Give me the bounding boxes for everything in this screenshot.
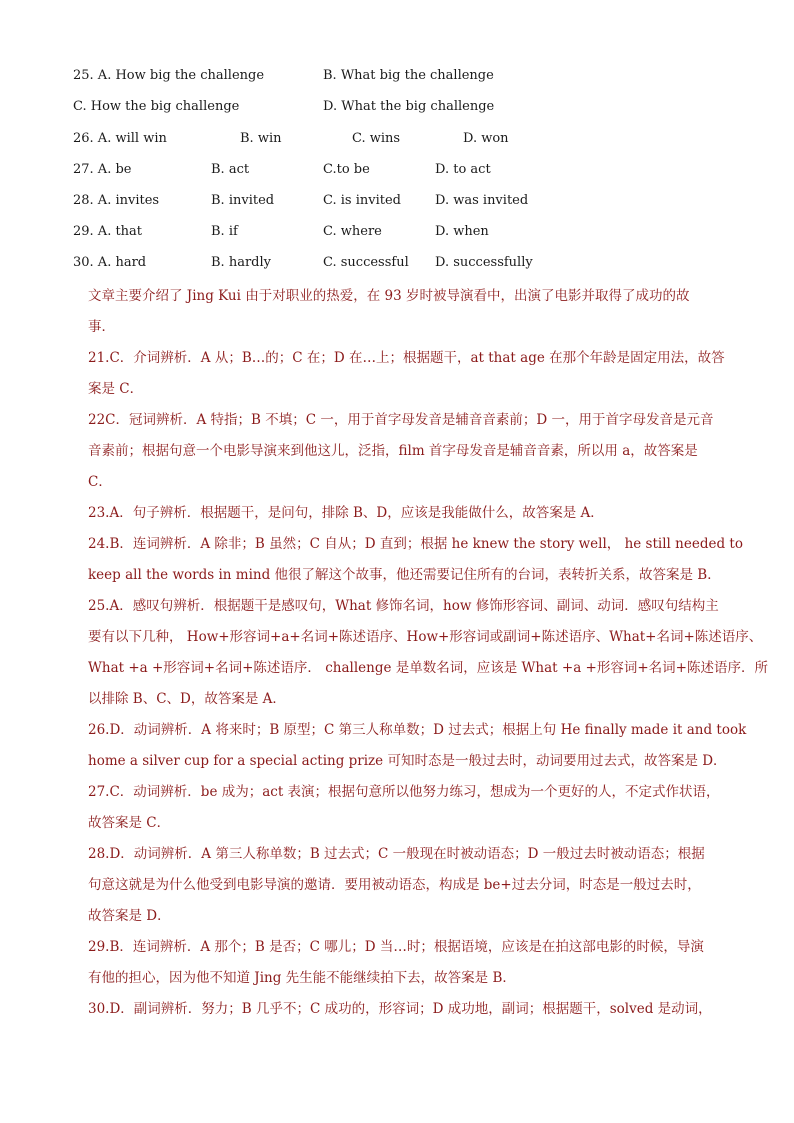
option-25-b: B. What big the challenge: [323, 68, 494, 83]
option-27-b: B. act: [211, 162, 250, 177]
analysis-line: 故答案是 C．: [88, 815, 171, 831]
option-30-b: B. hardly: [211, 255, 271, 270]
option-29-c: C. where: [323, 224, 382, 239]
analysis-line: 24.B．连词辨析．A 除非；B 虽然；C 自从；D 直到；根据 he knew the story well， he still needed to: [88, 536, 743, 552]
option-27-d: D. to act: [435, 162, 491, 177]
option-28-b: B. invited: [211, 193, 275, 208]
analysis-line: 30.D．副词辨析．努力；B 几乎不；C 成功的，形容词；D 成功地，副词；根据题干，solved 是动词，: [88, 1001, 712, 1017]
analysis-line: 26.D．动词辨析．A 将来时；B 原型；C 第三人称单数；D 过去式；根据上句 He finally made it and took: [88, 722, 747, 738]
analysis-line: 案是 C．: [88, 381, 144, 397]
analysis-line: 文章主要介绍了 Jing Kui 由于对职业的热爱，在 93 岁时被导演看中，出演了电影并取得了成功的故: [88, 288, 690, 304]
analysis-line: 29.B．连词辨析．A 那个；B 是否；C 哪儿；D 当…时；根据语境，应该是在拍这部电影的时候，导演: [88, 939, 704, 955]
option-28-a: 28. A. invites: [73, 193, 160, 208]
analysis-line: What +a +形容词+名词+陈述语序． challenge 是单数名词，应该是 What +a +形容词+名词+陈述语序．所: [88, 660, 768, 676]
analysis-line: 音素前；根据句意一个电影导演来到他这儿，泛指，film 首字母发音是辅音音素，所以用 a，故答案是: [88, 443, 698, 459]
option-26-c: C. wins: [352, 131, 401, 146]
option-27-c: C.to be: [323, 162, 370, 177]
analysis-line: 要有以下几种， How+形容词+a+名词+陈述语序、How+形容词或副词+陈述语序、What+名词+陈述语序、: [88, 629, 763, 645]
option-25-c: C. How the big challenge: [73, 99, 240, 114]
analysis-line: 以排除 B、C、D，故答案是 A．: [88, 691, 286, 707]
option-29-a: 29. A. that: [73, 224, 143, 239]
option-28-d: D. was invited: [435, 193, 529, 208]
analysis-line: 23.A．句子辨析．根据题干，是问句，排除 B、D，应该是我能做什么，故答案是 A．: [88, 505, 604, 521]
analysis-line: 21.C．介词辨析．A 从；B…的；C 在；D 在…上；根据题干，at that age 在那个年龄是固定用法，故答: [88, 350, 725, 366]
option-29-d: D. when: [435, 224, 489, 239]
analysis-line: 28.D．动词辨析．A 第三人称单数；B 过去式；C 一般现在时被动语态；D 一般过去时被动语态；根据: [88, 846, 705, 862]
option-26-b: B. win: [240, 131, 282, 146]
analysis-line: 句意这就是为什么他受到电影导演的邀请．要用被动语态，构成是 be+过去分词，时态是一般过去时，: [88, 877, 701, 893]
option-27-a: 27. A. be: [73, 162, 132, 177]
analysis-line: C．: [88, 474, 112, 490]
option-25-a: 25. A. How big the challenge: [73, 68, 265, 83]
analysis-line: 22C．冠词辨析．A 特指；B 不填；C 一，用于首字母发音是辅音音素前；D 一，用于首字母发音是元音: [88, 412, 714, 428]
analysis-line: 27.C．动词辨析．be 成为；act 表演；根据句意所以他努力练习，想成为一个更好的人，不定式作状语，: [88, 784, 720, 800]
option-30-d: D. successfully: [435, 255, 533, 270]
option-29-b: B. if: [211, 224, 238, 239]
option-26-d: D. won: [463, 131, 509, 146]
option-30-c: C. successful: [323, 255, 409, 270]
answer-analysis: [88, 281, 768, 1025]
analysis-line: 事．: [88, 319, 115, 335]
analysis-line: 25.A．感叹句辨析．根据题干是感叹句，What 修饰名词，how 修饰形容词、副词、动词．感叹句结构主: [88, 598, 719, 614]
option-30-a: 30. A. hard: [73, 255, 147, 270]
option-25-d: D. What the big challenge: [323, 99, 495, 114]
analysis-line: 有他的担心，因为他不知道 Jing 先生能不能继续拍下去，故答案是 B．: [88, 970, 516, 986]
analysis-line: home a silver cup for a special acting prize 可知时态是一般过去时，动词要用过去式，故答案是 D．: [88, 753, 727, 769]
analysis-line: 故答案是 D．: [88, 908, 171, 924]
option-28-c: C. is invited: [323, 193, 401, 208]
analysis-line: keep all the words in mind 他很了解这个故事，他还需要记住所有的台词，表转折关系，故答案是 B．: [88, 567, 721, 583]
option-26-a: 26. A. will win: [73, 131, 167, 146]
